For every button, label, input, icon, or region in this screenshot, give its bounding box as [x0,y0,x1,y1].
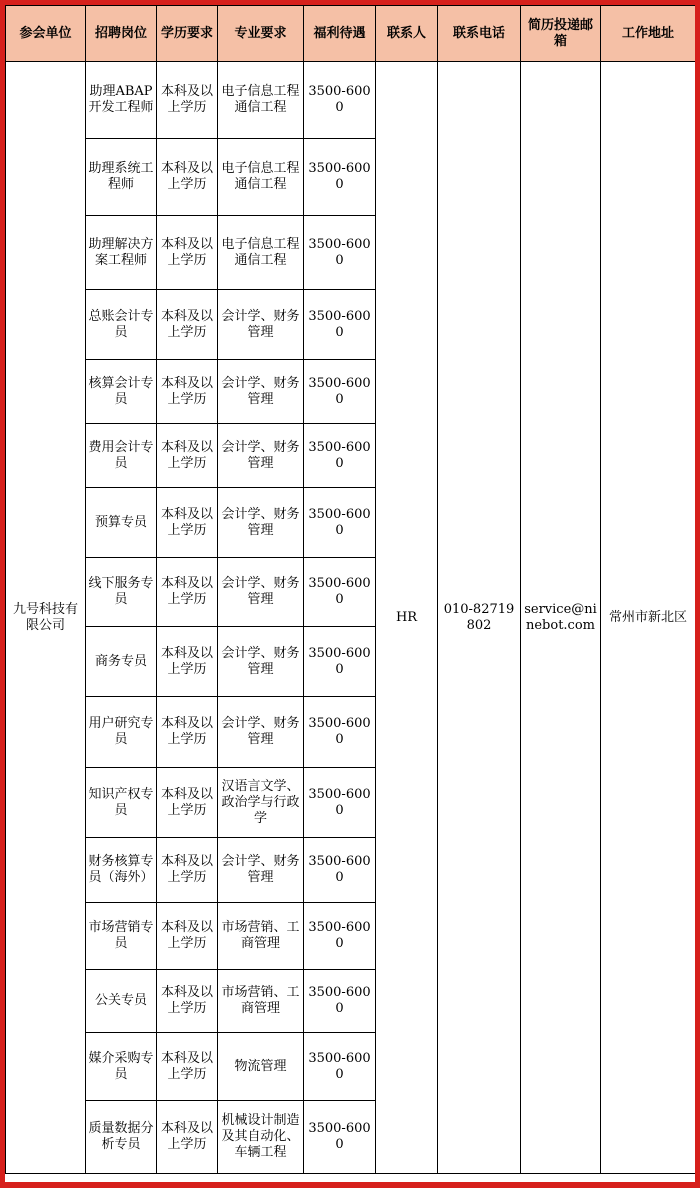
contact-cell: HR [376,62,438,1174]
salary-cell: 3500-6000 [304,903,376,970]
major-cell: 电子信息工程通信工程 [218,62,304,139]
position-cell: 市场营销专员 [86,903,157,970]
table-row [6,62,696,139]
position-cell: 助理ABAP开发工程师 [86,62,157,139]
position-cell: 质量数据分析专员 [86,1101,157,1174]
salary-cell: 3500-6000 [304,216,376,290]
salary-cell: 3500-6000 [304,768,376,838]
salary-cell: 3500-6000 [304,139,376,216]
major-cell: 会计学、财务管理 [218,627,304,697]
salary-cell: 3500-6000 [304,1033,376,1101]
position-cell: 媒介采购专员 [86,1033,157,1101]
salary-cell: 3500-6000 [304,970,376,1033]
position-cell: 知识产权专员 [86,768,157,838]
salary-cell: 3500-6000 [304,558,376,627]
education-cell: 本科及以上学历 [157,838,218,903]
education-cell: 本科及以上学历 [157,558,218,627]
education-cell: 本科及以上学历 [157,360,218,424]
header-salary: 福利待遇 [304,6,376,62]
email-cell: service@ninebot.com [521,62,601,1174]
major-cell: 汉语言文学、政治学与行政学 [218,768,304,838]
education-cell: 本科及以上学历 [157,424,218,488]
position-cell: 总账会计专员 [86,290,157,360]
header-email: 简历投递邮箱 [521,6,601,62]
major-cell: 会计学、财务管理 [218,838,304,903]
header-address: 工作地址 [601,6,696,62]
education-cell: 本科及以上学历 [157,768,218,838]
company-cell: 九号科技有限公司 [6,62,86,1174]
education-cell: 本科及以上学历 [157,216,218,290]
salary-cell: 3500-6000 [304,697,376,768]
header-company: 参会单位 [6,6,86,62]
major-cell: 电子信息工程通信工程 [218,216,304,290]
education-cell: 本科及以上学历 [157,697,218,768]
salary-cell: 3500-6000 [304,360,376,424]
major-cell: 会计学、财务管理 [218,558,304,627]
major-cell: 会计学、财务管理 [218,488,304,558]
education-cell: 本科及以上学历 [157,139,218,216]
position-cell: 费用会计专员 [86,424,157,488]
position-cell: 核算会计专员 [86,360,157,424]
education-cell: 本科及以上学历 [157,62,218,139]
recruitment-table [5,5,695,1174]
header-phone: 联系电话 [438,6,521,62]
education-cell: 本科及以上学历 [157,1033,218,1101]
education-cell: 本科及以上学历 [157,970,218,1033]
major-cell: 市场营销、工商管理 [218,903,304,970]
salary-cell: 3500-6000 [304,424,376,488]
education-cell: 本科及以上学历 [157,903,218,970]
header-row [6,6,696,62]
major-cell: 机械设计制造及其自动化、车辆工程 [218,1101,304,1174]
education-cell: 本科及以上学历 [157,1101,218,1174]
salary-cell: 3500-6000 [304,488,376,558]
major-cell: 市场营销、工商管理 [218,970,304,1033]
major-cell: 会计学、财务管理 [218,697,304,768]
salary-cell: 3500-6000 [304,1101,376,1174]
salary-cell: 3500-6000 [304,62,376,139]
major-cell: 会计学、财务管理 [218,424,304,488]
position-cell: 公关专员 [86,970,157,1033]
education-cell: 本科及以上学历 [157,627,218,697]
header-position: 招聘岗位 [86,6,157,62]
address-cell: 常州市新北区 [601,62,696,1174]
position-cell: 助理解决方案工程师 [86,216,157,290]
salary-cell: 3500-6000 [304,838,376,903]
major-cell: 会计学、财务管理 [218,290,304,360]
header-contact: 联系人 [376,6,438,62]
position-cell: 助理系统工程师 [86,139,157,216]
position-cell: 商务专员 [86,627,157,697]
education-cell: 本科及以上学历 [157,488,218,558]
salary-cell: 3500-6000 [304,627,376,697]
position-cell: 预算专员 [86,488,157,558]
major-cell: 物流管理 [218,1033,304,1101]
position-cell: 财务核算专员（海外） [86,838,157,903]
recruitment-sheet [5,5,695,1182]
education-cell: 本科及以上学历 [157,290,218,360]
header-education: 学历要求 [157,6,218,62]
header-major: 专业要求 [218,6,304,62]
position-cell: 用户研究专员 [86,697,157,768]
position-cell: 线下服务专员 [86,558,157,627]
major-cell: 电子信息工程通信工程 [218,139,304,216]
major-cell: 会计学、财务管理 [218,360,304,424]
salary-cell: 3500-6000 [304,290,376,360]
phone-cell: 010-82719802 [438,62,521,1174]
